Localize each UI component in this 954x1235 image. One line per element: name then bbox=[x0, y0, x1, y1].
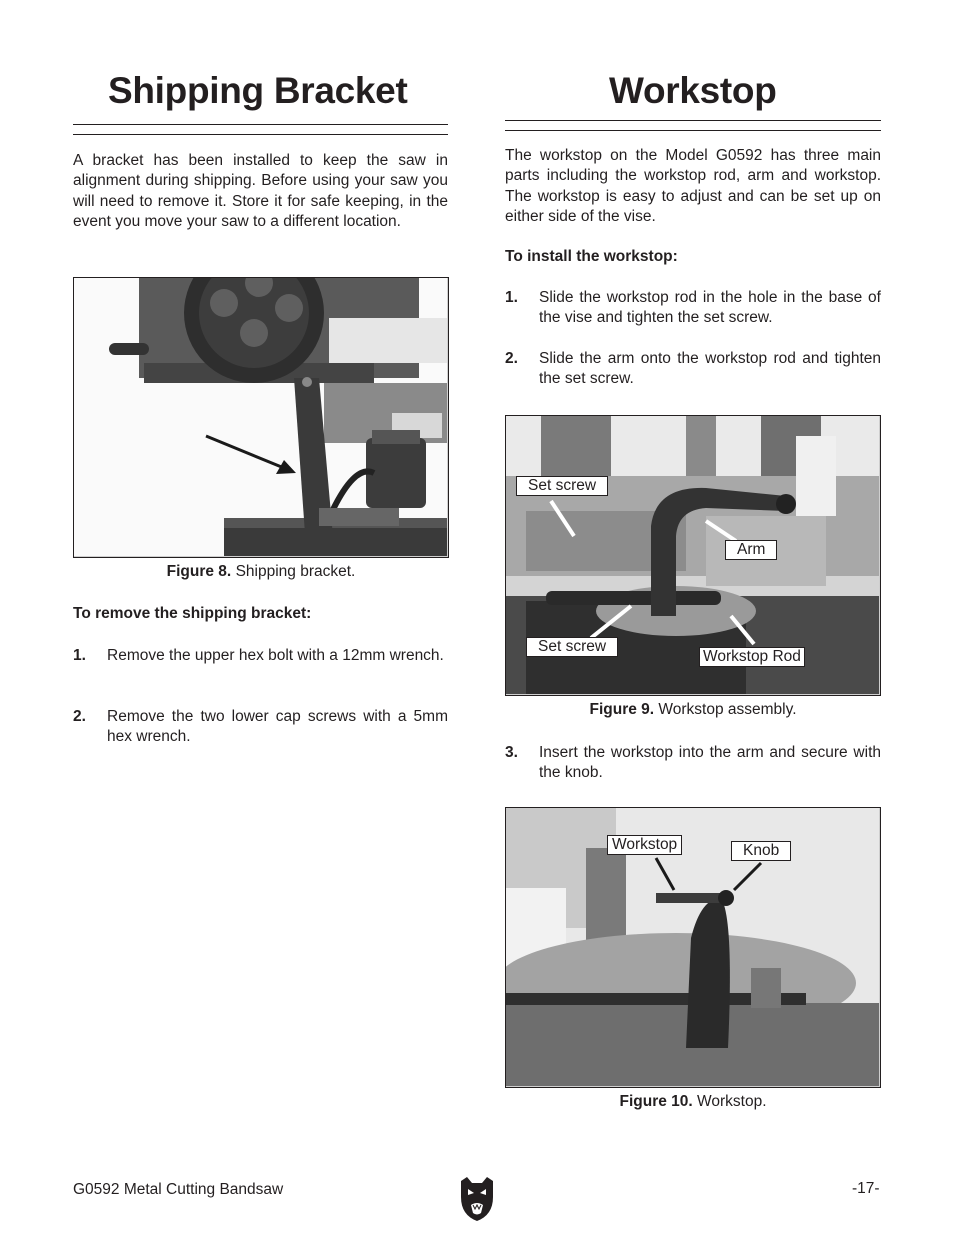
figure-10-photo bbox=[505, 807, 881, 1088]
heading-workstop: Workstop bbox=[609, 70, 777, 111]
workstop-procedure-title: To install the workstop: bbox=[505, 248, 678, 265]
shipping-step-1 bbox=[73, 646, 448, 688]
step-text: Slide the arm onto the workstop rod and tighten the set screw. bbox=[539, 350, 881, 388]
figure-10-label: Figure 10. bbox=[619, 1093, 693, 1110]
figure-8-text: Shipping bracket. bbox=[235, 563, 356, 580]
callout-workstop: Workstop bbox=[607, 835, 682, 855]
figure-9-caption bbox=[505, 701, 881, 719]
callout-set-screw-top: Set screw bbox=[516, 476, 608, 496]
grizzly-bear-icon bbox=[457, 1175, 497, 1223]
figure-9-text: Workstop assembly. bbox=[658, 701, 797, 718]
workstop-step-3 bbox=[505, 743, 881, 785]
step-text: Remove the upper hex bolt with a 12mm wrench. bbox=[107, 647, 444, 664]
figure-9-label: Figure 9. bbox=[589, 701, 655, 718]
step-text: Remove the two lower cap screws with a 5mm hex wrench. bbox=[107, 708, 448, 746]
workstop-step-2 bbox=[505, 349, 881, 391]
figure-8-photo bbox=[73, 277, 449, 558]
step-number: 3. bbox=[505, 744, 518, 761]
figure-8-caption bbox=[73, 563, 449, 581]
heading-rule-thin bbox=[73, 134, 448, 135]
workstop-intro: The workstop on the Model G0592 has three main parts including the workstop rod, arm and workstop. The workstop is easy to adjust and can be set up on either side of the vise. bbox=[505, 147, 881, 226]
callout-set-screw-bottom: Set screw bbox=[526, 637, 618, 657]
footer-page-number: -17- bbox=[852, 1180, 880, 1197]
heading-shipping-bracket: Shipping Bracket bbox=[108, 70, 408, 111]
callout-arm: Arm bbox=[725, 540, 777, 560]
callout-knob: Knob bbox=[731, 841, 791, 861]
step-number: 1. bbox=[73, 647, 86, 664]
figure-10-caption bbox=[505, 1093, 881, 1111]
step-text: Insert the workstop into the arm and secure with the knob. bbox=[539, 744, 881, 782]
heading-rule-thin bbox=[505, 130, 881, 131]
shipping-step-2 bbox=[73, 707, 448, 749]
figure-8-label: Figure 8. bbox=[166, 563, 232, 580]
callout-workstop-rod: Workstop Rod bbox=[699, 647, 805, 667]
footer-model: G0592 Metal Cutting Bandsaw bbox=[73, 1181, 284, 1198]
heading-rule bbox=[73, 124, 448, 125]
step-number: 2. bbox=[73, 708, 86, 725]
shipping-intro: A bracket has been installed to keep the saw in alignment during shipping. Before using your saw you will need to remove it. Store it for safe keeping, in the event you move your saw to a different location. bbox=[73, 152, 448, 231]
workstop-step-1 bbox=[505, 288, 881, 330]
step-text: Slide the workstop rod in the hole in the base of the vise and tighten the set screw. bbox=[539, 289, 881, 327]
step-number: 1. bbox=[505, 289, 518, 306]
step-number: 2. bbox=[505, 350, 518, 367]
figure-10-text: Workstop. bbox=[697, 1093, 767, 1110]
heading-rule bbox=[505, 120, 881, 121]
shipping-procedure-title: To remove the shipping bracket: bbox=[73, 605, 312, 622]
